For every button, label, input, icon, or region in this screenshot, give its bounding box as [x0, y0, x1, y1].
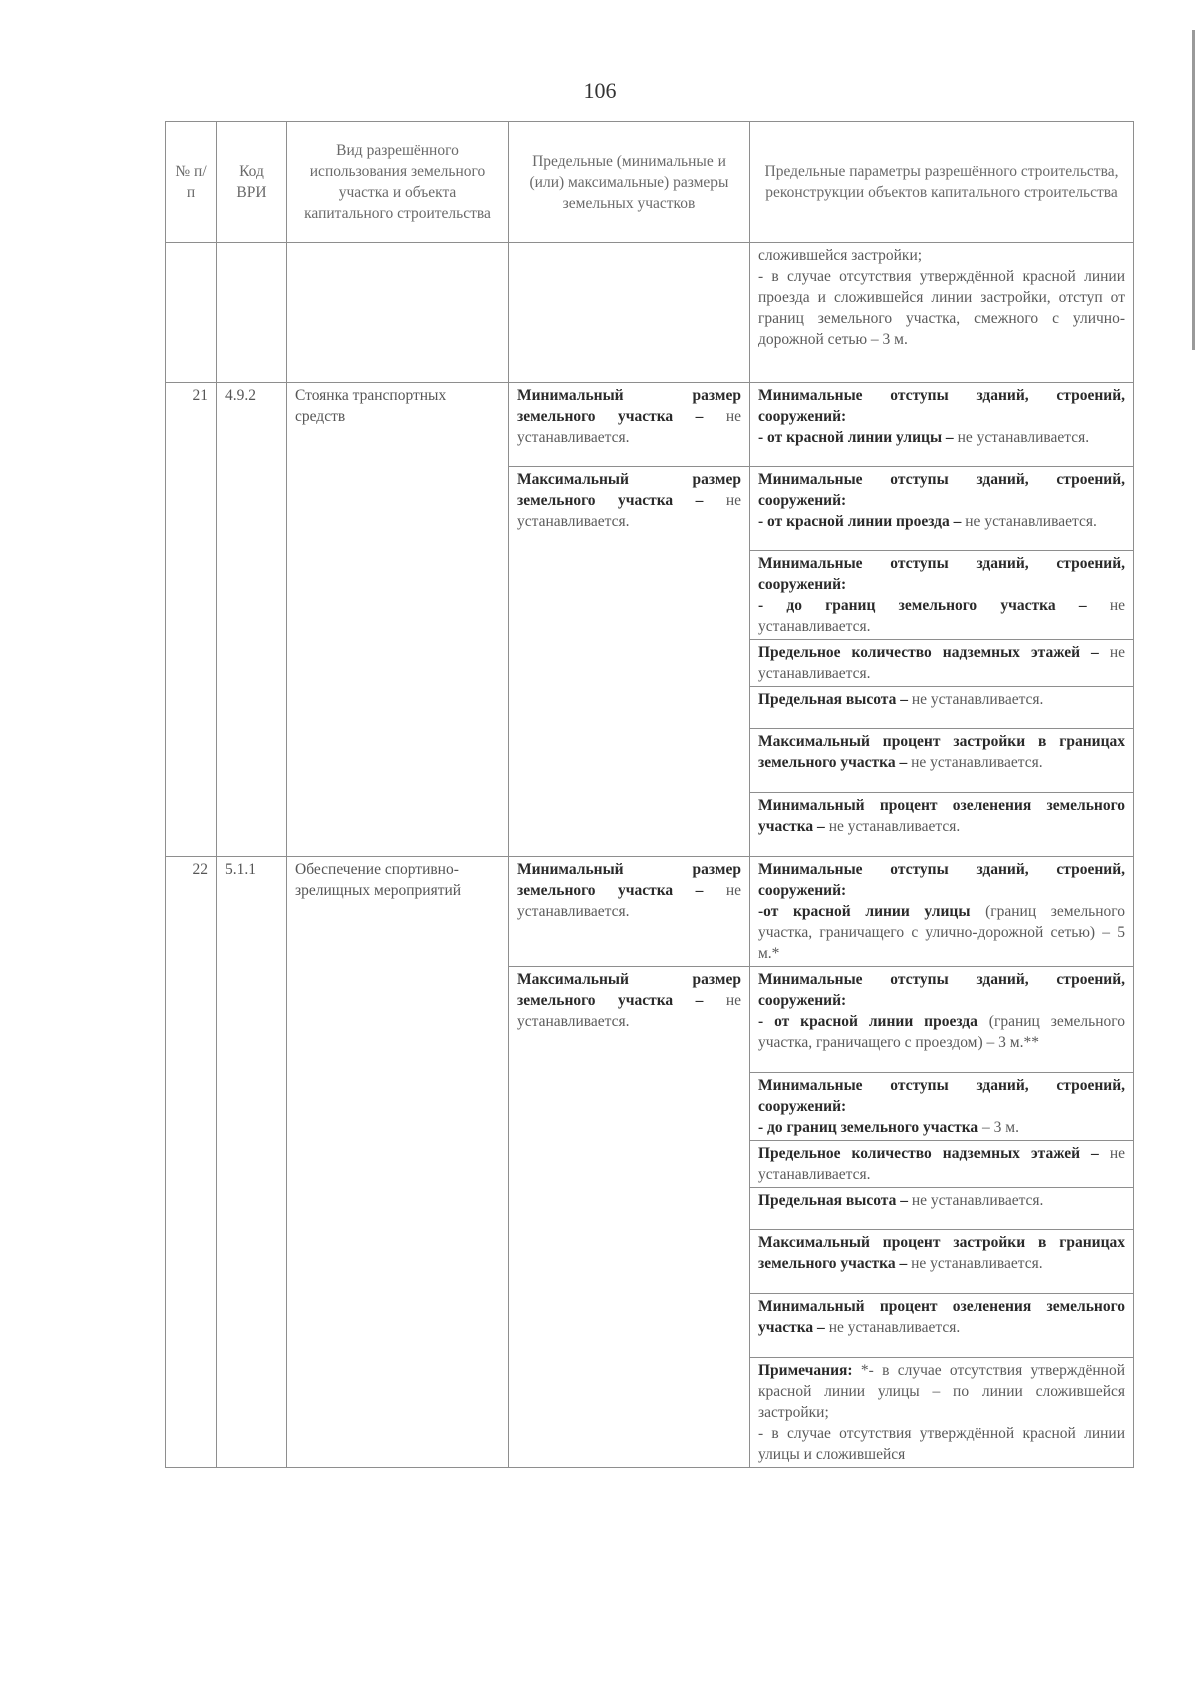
- param-cell: [750, 640, 1134, 687]
- header-size: Предельные (минимальные и (или) максимальные) размеры земельных участков: [509, 122, 750, 243]
- param-cell: [750, 1073, 1134, 1141]
- min-size-cell: [509, 383, 750, 467]
- row-code: 5.1.1: [217, 857, 287, 1468]
- param-cell-value: (границ земельного участка, граничащего с проездом) – 3 м.**: [758, 1013, 1125, 1051]
- param-cell-label: Минимальный процент озеленения земельного участка –: [758, 797, 1125, 835]
- header-params: Предельные параметры разрешённого строительства, реконструкции объектов капитального строительства: [750, 122, 1134, 243]
- max-size-cell: [509, 467, 750, 857]
- row-number: 22: [166, 857, 217, 1468]
- param-cell-value: – 3 м.: [982, 1119, 1019, 1136]
- max-size-cell: [509, 967, 750, 1468]
- table-body: [166, 383, 1134, 1468]
- param-cell-value: не устанавливается.: [758, 597, 1125, 635]
- page-number: 106: [583, 78, 617, 103]
- param-cell-value: не устанавливается.: [911, 1255, 1043, 1272]
- param-cell-label: Минимальный процент озеленения земельного участка –: [758, 1298, 1125, 1336]
- param-cell-label: Минимальные отступы зданий, строений, сооружений: -от красной линии улицы: [758, 861, 1125, 920]
- max-size-cell-label: Максимальный размер земельного участка –: [517, 471, 741, 509]
- param-cell: [750, 967, 1134, 1073]
- param-cell: [750, 793, 1134, 857]
- regulations-table: [165, 121, 1134, 1468]
- param-cell: [750, 1294, 1134, 1358]
- param-cell-label: Предельная высота –: [758, 691, 908, 708]
- param-cell: [750, 687, 1134, 729]
- param-cell-value: не устанавливается.: [911, 754, 1043, 771]
- param-cell-label: Максимальный процент застройки в границах земельного участка –: [758, 1234, 1125, 1272]
- param-cell: [750, 857, 1134, 967]
- min-size-cell-value: не устанавливается.: [517, 408, 741, 446]
- table-row: [166, 383, 1134, 467]
- param-cell-label: Предельная высота –: [758, 1192, 908, 1209]
- header-num: № п/п: [166, 122, 217, 243]
- param-cell: [750, 729, 1134, 793]
- continuation-row: [166, 243, 1134, 383]
- header-code: Код ВРИ: [217, 122, 287, 243]
- param-cell-value: *- в случае отсутствия утверждённой красной линии улицы – по линии сложившейся застройки; - в случае отсутствия утверждённой красной линии улицы и сложившейся: [758, 1362, 1126, 1463]
- param-cell-label: Минимальные отступы зданий, строений, сооружений: - от красной линии проезда –: [758, 471, 1125, 530]
- param-cell-value: не устанавливается.: [758, 1145, 1126, 1183]
- param-cell-value: не устанавливается.: [965, 513, 1097, 530]
- row-use-kind: Стоянка транспортных средств: [287, 383, 509, 857]
- row-number: 21: [166, 383, 217, 857]
- param-cell-label: Минимальные отступы зданий, строений, сооружений: - от красной линии улицы –: [758, 387, 1125, 446]
- param-cell-value: не устанавливается.: [911, 691, 1044, 708]
- min-size-cell-label: Минимальный размер земельного участка –: [517, 861, 741, 899]
- max-size-cell-value: не устанавливается.: [517, 992, 741, 1030]
- min-size-cell-label: Минимальный размер земельного участка –: [517, 387, 741, 425]
- continuation-text: сложившейся застройки; - в случае отсутствия утверждённой красной линии проезда и сложившейся линии застройки, отступ от границ земельного участка, смежного с улично-дорожной сетью – 3 м.: [750, 243, 1134, 383]
- header-row: [166, 122, 1134, 243]
- max-size-cell-value: не устанавливается.: [517, 492, 741, 530]
- param-cell-label: Предельное количество надземных этажей –: [758, 1145, 1099, 1162]
- param-cell-label: Максимальный процент застройки в границах земельного участка –: [758, 733, 1125, 771]
- param-cell: [750, 1141, 1134, 1188]
- param-cell-value: не устанавливается.: [957, 429, 1090, 446]
- param-cell-label: Минимальные отступы зданий, строений, сооружений: - до границ земельного участка: [758, 1077, 1125, 1136]
- param-cell: [750, 1358, 1134, 1468]
- param-cell-value: не устанавливается.: [828, 818, 961, 835]
- max-size-cell-label: Максимальный размер земельного участка –: [517, 971, 741, 1009]
- param-cell-value: не устанавливается.: [911, 1192, 1044, 1209]
- param-cell-value: не устанавливается.: [828, 1319, 961, 1336]
- param-cell: [750, 551, 1134, 640]
- param-cell-label: Минимальные отступы зданий, строений, сооружений: - от красной линии проезда: [758, 971, 1125, 1030]
- table-row: [166, 857, 1134, 967]
- param-cell-label: Предельное количество надземных этажей –: [758, 644, 1099, 661]
- row-code: 4.9.2: [217, 383, 287, 857]
- param-cell-value: не устанавливается.: [758, 644, 1126, 682]
- param-cell: [750, 1188, 1134, 1230]
- param-cell-value: (границ земельного участка, граничащего с улично-дорожной сетью) – 5 м.*: [758, 903, 1126, 962]
- min-size-cell-value: не устанавливается.: [517, 882, 741, 920]
- row-use-kind: Обеспечение спортивно-зрелищных мероприятий: [287, 857, 509, 1468]
- param-cell: [750, 467, 1134, 551]
- header-kind: Вид разрешённого использования земельного участка и объекта капитального строительства: [287, 122, 509, 243]
- min-size-cell: [509, 857, 750, 967]
- param-cell: [750, 383, 1134, 467]
- param-cell: [750, 1230, 1134, 1294]
- param-cell-label: Примечания:: [758, 1362, 853, 1379]
- param-cell-label: Минимальные отступы зданий, строений, сооружений: - до границ земельного участка –: [758, 555, 1125, 614]
- scan-edge-mark: [1192, 30, 1195, 350]
